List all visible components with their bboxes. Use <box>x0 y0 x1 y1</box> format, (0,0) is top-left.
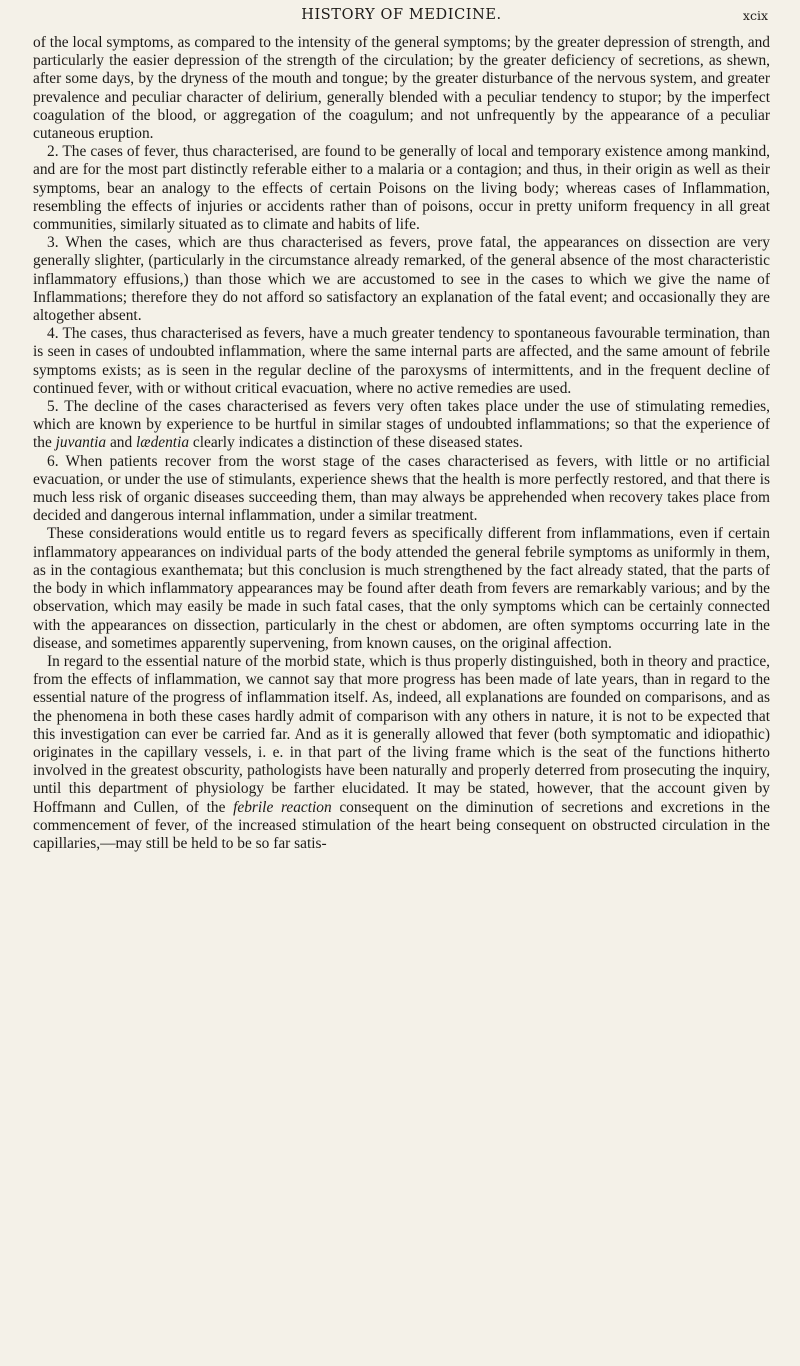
running-title: HISTORY OF MEDICINE. <box>301 7 502 23</box>
paragraph <box>33 398 770 453</box>
paragraph <box>33 234 770 325</box>
page-header <box>33 0 770 34</box>
text-segment: 3. When the cases, which are thus characterised as fevers, prove fatal, the appearances on dissection are very generally slighter, (particularly in the circumstance already remarked, of the general absence of the most characteristic inflammatory effusions,) than those which we are accustomed to see in the cases to which we give the name of Inflammations; therefore they do not afford so satisfactory an explanation of the fatal event; and occasionally they are altogether absent. <box>33 234 770 325</box>
paragraph <box>33 143 770 234</box>
text-segment: 2. The cases of fever, thus characterised, are found to be generally of local and temporary existence among mankind, and are for the most part distinctly referable either to a malaria or a contagion; and thus, in their origin as well as their symptoms, bear an analogy to the effects of certain Poisons on the living body; whereas cases of Inflammation, resembling the effects of injuries or accidents rather than of poisons, occur in pretty uniform frequency in all great communities, similarly situated as to climate and habits of life. <box>33 143 770 234</box>
text-segment: 4. The cases, thus characterised as fevers, have a much greater tendency to spontaneous favourable termination, than is seen in cases of undoubted inflammation, where the same internal parts are affected, and the same amount of febrile symptoms exists; as is seen in the regular decline of the paroxysms of intermittents, and in the frequent decline of continued fever, with or without critical evacuation, where no active remedies are used. <box>33 325 770 397</box>
paragraph <box>33 34 770 143</box>
text-segment: In regard to the essential nature of the morbid state, which is thus properly distinguished, both in theory and practice, from the effects of inflammation, we cannot say that more progress has been made of late years, than in regard to the essential nature of the progress of inflammation itself. As, indeed, all explanations are founded on comparisons, and as the phenomena in both these cases hardly admit of comparison with any others in nature, it is not to be expected that this investigation can ever be carried far. And as it is generally allowed that fever (both symptomatic and idiopathic) originates in the capillary vessels, i. e. in that part of the living frame which is the seat of the functions hitherto involved in the greatest obscurity, pathologists have been naturally and properly deterred from prosecuting the inquiry, until this department of physiology be farther elucidated. It may be stated, however, that the account given by Hoffmann and Cullen, of the <box>33 652 770 816</box>
text-segment: 6. When patients recover from the worst stage of the cases characterised as fevers, with little or no artificial evacuation, or under the use of stimulants, experience shews that the health is more perfectly restored, and that there is much less risk of organic diseases succeeding them, than may always be apprehended when recovery takes place from decided and dangerous internal inflammation, under a similar treatment. <box>33 452 770 525</box>
text-segment: of the local symptoms, as compared to the intensity of the general symptoms; by the greater depression of strength, and particularly the easier depression of the strength of the circulation; by the greater deficiency of secretions, as shewn, after some days, by the dryness of the mouth and tongue; by the greater disturbance of the nervous system, and greater prevalence and peculiar character of delirium, generally blended with a peculiar tendency to stupor; by the imperfect coagulation of the blood, or aggregation of the coagulum; and not unfrequently by the appearance of a peculiar cutaneous eruption. <box>33 34 770 143</box>
paragraph <box>33 653 770 853</box>
text-segment: These considerations would entitle us to regard fevers as specifically different from inflammations, even if certain inflammatory appearances on individual parts of the body attended the general febrile symptoms as uniformly in them, as in the contagious exanthemata; but this conclusion is much strengthened by the fact already stated, that the parts of the body in which inflammatory appearances may be found after death from fevers are remarkably various; and by the observation, which may easily be made in such fatal cases, that the only symptoms which can be certainly connected with the appearances on dissection, particularly in the chest or abdomen, are often symptoms occurring late in the disease, and sometimes apparently supervening, from known causes, on the original affection. <box>33 525 770 652</box>
paragraph <box>33 453 770 526</box>
text-segment: and <box>106 434 137 452</box>
text-segment: clearly indicates a distinction of these diseased states. <box>189 434 523 452</box>
paragraph <box>33 525 770 652</box>
italic-term: febrile reaction <box>233 798 332 816</box>
text-segment: 5. The decline of the cases characterised as fevers very often takes place under the use of stimulating remedies, which are known by experience to be hurtful in similar stages of undoubted inflammations; so that the experience of the <box>33 398 770 452</box>
text-segment: consequent on the diminution of secretions and excretions in the commencement of fever, of the increased stimulation of the heart being consequent on obstructed circulation in the capillaries,—may still be held to be so far satis- <box>33 798 771 852</box>
paragraph <box>33 325 770 398</box>
italic-term: juvantia <box>55 434 107 452</box>
page-number: xcix <box>742 8 768 23</box>
italic-term: lædentia <box>136 434 190 452</box>
body-text <box>33 34 770 853</box>
